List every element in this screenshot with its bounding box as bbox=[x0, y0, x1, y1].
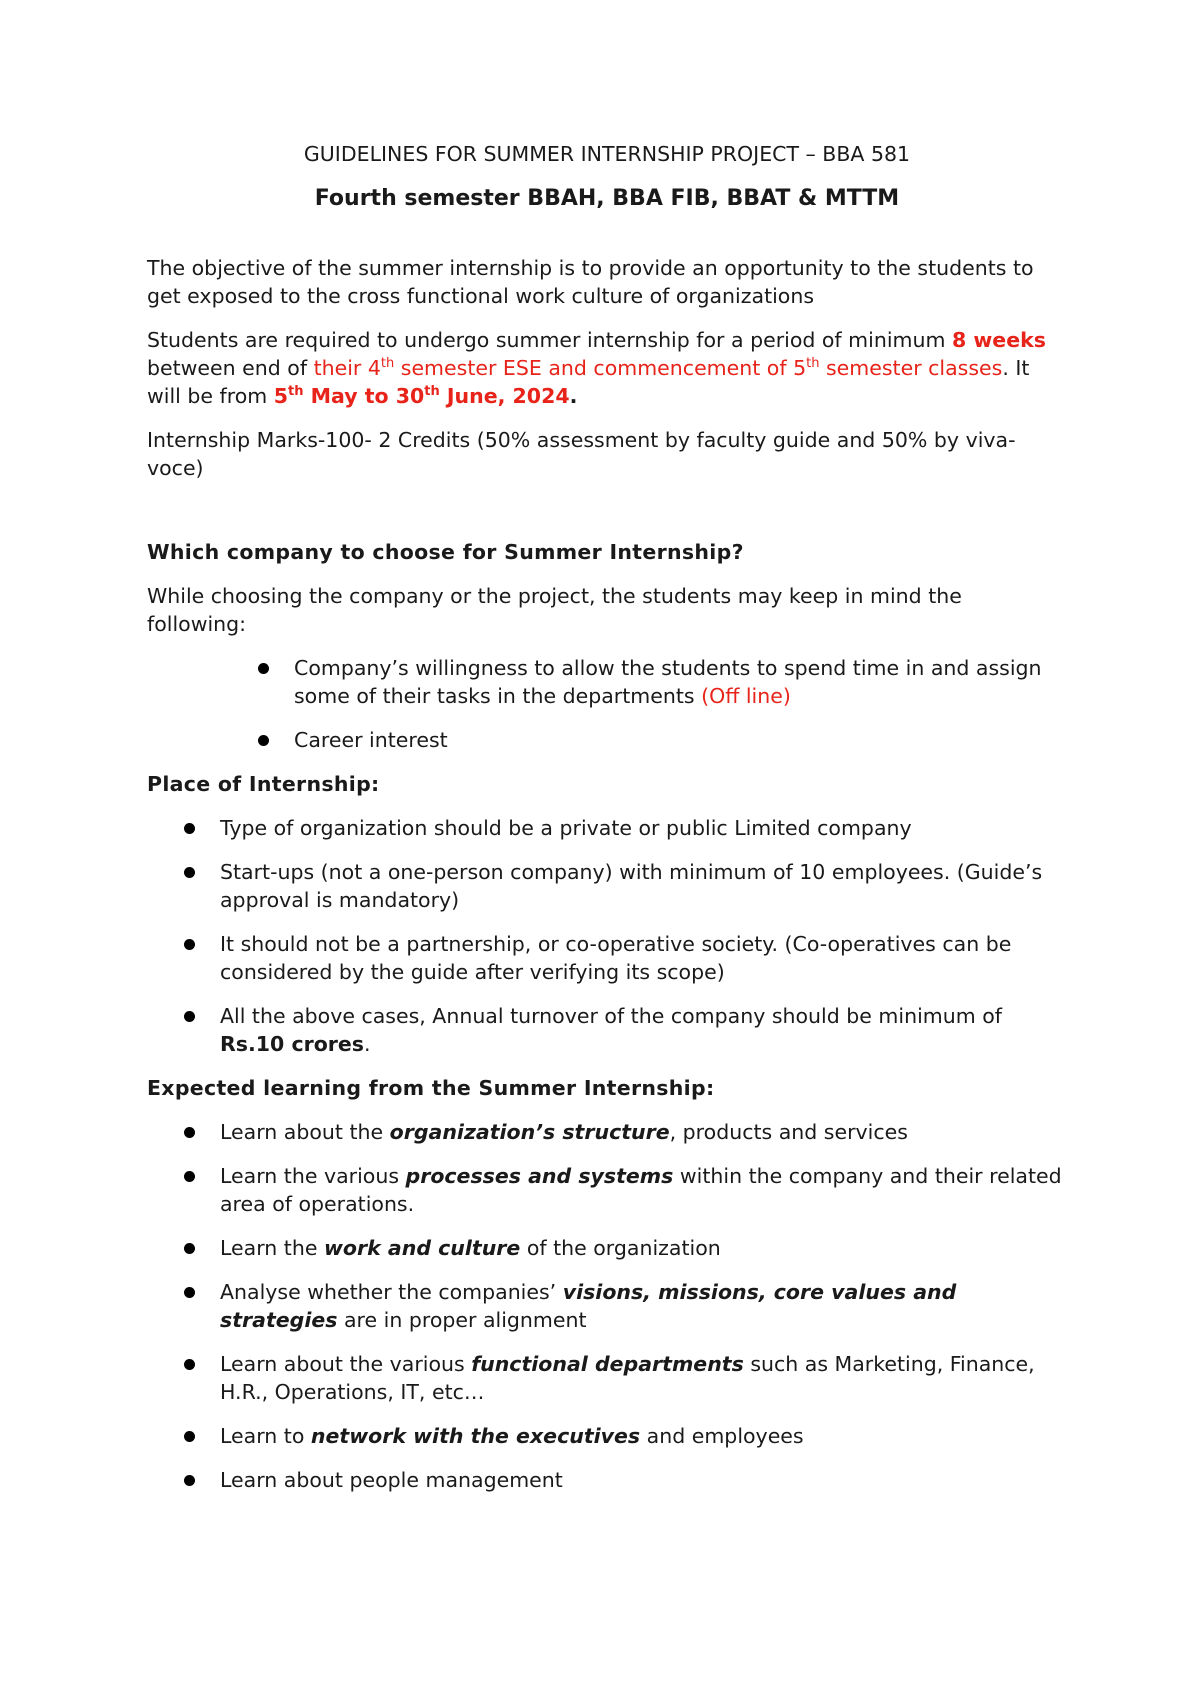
list-item bbox=[147, 1002, 1067, 1058]
list-item bbox=[147, 1466, 1067, 1494]
date-sup-2: th bbox=[424, 384, 440, 399]
list-item bbox=[147, 858, 1067, 914]
learning-5-b: functional departments bbox=[471, 1352, 744, 1376]
learning-6-c: and employees bbox=[640, 1424, 804, 1448]
list-item bbox=[147, 1422, 1067, 1450]
place-item-4-end: . bbox=[364, 1032, 371, 1056]
bullet-icon bbox=[184, 939, 195, 950]
list-item bbox=[147, 930, 1067, 986]
list-item bbox=[147, 1278, 1067, 1334]
bullet-icon bbox=[184, 867, 195, 878]
learning-heading: Expected learning from the Summer Internship: bbox=[147, 1076, 715, 1100]
company-item-2-text: Career interest bbox=[294, 728, 448, 752]
date-a: 5 bbox=[273, 384, 288, 408]
bullet-icon bbox=[184, 1243, 195, 1254]
req-sup-2: th bbox=[806, 356, 820, 371]
bullet-icon bbox=[184, 1431, 195, 1442]
date-sup-1: th bbox=[288, 384, 304, 399]
bullet-icon bbox=[184, 823, 195, 834]
learning-6-a: Learn to bbox=[220, 1424, 311, 1448]
req-end: . bbox=[569, 384, 578, 408]
place-item-1-text: Type of organization should be a private or public Limited company bbox=[220, 816, 912, 840]
document-content bbox=[147, 140, 1067, 1494]
req-text-c: their 4 bbox=[313, 356, 381, 380]
place-heading: Place of Internship: bbox=[147, 772, 380, 796]
learning-3-c: of the organization bbox=[520, 1236, 721, 1260]
learning-list bbox=[147, 1118, 1067, 1494]
learning-3-b: work and culture bbox=[323, 1236, 521, 1260]
req-sup-1: th bbox=[380, 356, 395, 371]
list-item bbox=[147, 814, 1067, 842]
learning-2-a: Learn the various bbox=[220, 1164, 406, 1188]
req-weeks: 8 weeks bbox=[951, 328, 1046, 352]
bullet-icon bbox=[258, 663, 269, 674]
learning-6-b: network with the executives bbox=[310, 1424, 641, 1448]
learning-2-c: within the company and their related area of operations. bbox=[220, 1164, 1062, 1216]
list-item bbox=[147, 1118, 1067, 1146]
turnover-value: Rs.10 crores bbox=[220, 1032, 365, 1056]
date-b: May to 30 bbox=[303, 384, 425, 408]
place-item-4-text: All the above cases, Annual turnover of the company should be minimum of bbox=[220, 1004, 1002, 1028]
bullet-icon bbox=[184, 1127, 195, 1138]
place-item-2-text: Start-ups (not a one-person company) with minimum of 10 employees. (Guide’s approval is mandatory) bbox=[220, 860, 1043, 912]
company-list bbox=[147, 654, 1067, 754]
bullet-icon bbox=[258, 735, 269, 746]
req-text-e: semester classes bbox=[819, 356, 1003, 380]
learning-1-a: Learn about the bbox=[220, 1120, 390, 1144]
learning-4-a: Analyse whether the companies’ bbox=[220, 1280, 563, 1304]
company-item-1-text: Company’s willingness to allow the students to spend time in and assign some of their tasks in the departments bbox=[294, 656, 1042, 708]
learning-1-b: organization’s structure bbox=[389, 1120, 670, 1144]
bullet-icon bbox=[184, 1359, 195, 1370]
learning-4-c: are in proper alignment bbox=[337, 1308, 587, 1332]
place-list bbox=[147, 814, 1067, 1058]
offline-note: (Off line) bbox=[701, 684, 791, 708]
learning-1-c: , products and services bbox=[669, 1120, 908, 1144]
document-title: GUIDELINES FOR SUMMER INTERNSHIP PROJECT – BBA 581 bbox=[303, 142, 911, 166]
bullet-icon bbox=[184, 1171, 195, 1182]
date-c: June, 2024 bbox=[439, 384, 570, 408]
marks-paragraph: Internship Marks-100- 2 Credits (50% assessment by faculty guide and 50% by viva- voce) bbox=[147, 428, 1016, 480]
list-item bbox=[147, 726, 1067, 754]
req-text-a: Students are required to undergo summer internship for a period of minimum bbox=[147, 328, 952, 352]
bullet-icon bbox=[184, 1011, 195, 1022]
list-item bbox=[147, 1350, 1067, 1406]
list-item bbox=[147, 654, 1067, 710]
company-intro: While choosing the company or the project, the students may keep in mind the following: bbox=[147, 584, 962, 636]
requirement-paragraph bbox=[147, 326, 1067, 410]
learning-7: Learn about people management bbox=[220, 1468, 563, 1492]
req-text-b: between end of bbox=[147, 356, 314, 380]
list-item bbox=[147, 1234, 1067, 1262]
req-text-d: semester ESE and commencement of 5 bbox=[394, 356, 807, 380]
company-heading: Which company to choose for Summer Internship? bbox=[147, 540, 744, 564]
objective-paragraph: The objective of the summer internship is to provide an opportunity to the students to get exposed to the cross functional work culture of organizations bbox=[147, 256, 1034, 308]
learning-2-b: processes and systems bbox=[405, 1164, 674, 1188]
req-text-f: . It will be from bbox=[147, 356, 1030, 408]
document-subtitle: Fourth semester BBAH, BBA FIB, BBAT & MTTM bbox=[314, 186, 900, 211]
learning-4-b: visions, missions, core values and strategies bbox=[220, 1280, 957, 1332]
learning-5-a: Learn about the various bbox=[220, 1352, 472, 1376]
bullet-icon bbox=[184, 1475, 195, 1486]
learning-3-a: Learn the bbox=[220, 1236, 324, 1260]
learning-5-c: such as Marketing, Finance, H.R., Operations, IT, etc… bbox=[220, 1352, 1035, 1404]
place-item-3-text: It should not be a partnership, or co-operative society. (Co-operatives can be considered by the guide after verifying its scope) bbox=[220, 932, 1012, 984]
list-item bbox=[147, 1162, 1067, 1218]
bullet-icon bbox=[184, 1287, 195, 1298]
